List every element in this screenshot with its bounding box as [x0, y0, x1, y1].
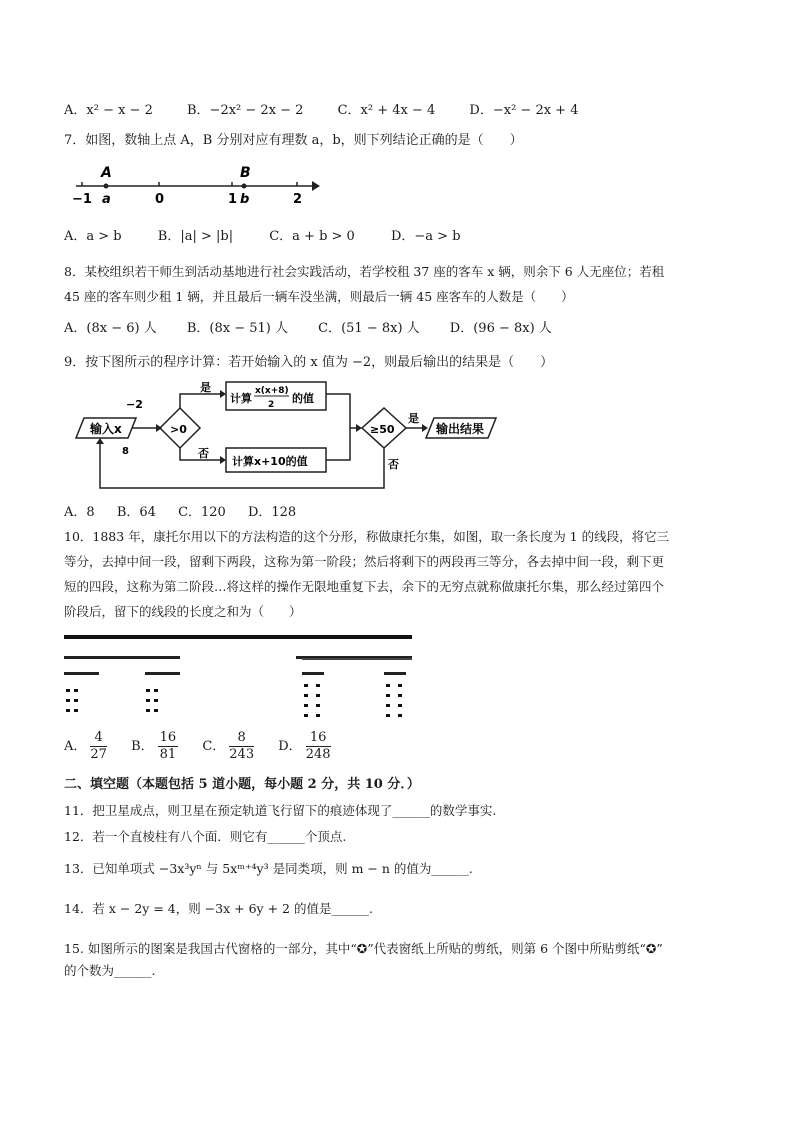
q13: 13．已知单项式 −3x³yⁿ 与 5xᵐ⁺⁴y³ 是同类项，则 m − n 的值为______. — [64, 861, 473, 876]
q7-option-c: C．a + b > 0 — [269, 229, 355, 244]
q10-option-a-num: 4 — [90, 730, 107, 747]
q10-line-1: 10．1883 年，康托尔用以下的方法构造的这个分形，称做康托尔集，如图，取一条长度为 1 的线段，将它三 — [64, 529, 670, 544]
q7-number-line — [64, 160, 324, 208]
q8-stem-1: 8．某校组织若干师生到活动基地进行社会实践活动，若学校租 37 座的客车 x 辆，则余下 6 人无座位；若租 — [64, 264, 665, 279]
calc-1-numerator: x(x+8) — [255, 386, 289, 396]
q7-stem: 7．如图，数轴上点 A，B 分别对应有理数 a，b，则下列结论正确的是（ ） — [64, 133, 523, 148]
q10-option-a-letter: A． — [64, 739, 87, 754]
cantor-left-detail — [64, 672, 180, 712]
q15-line-1: 15. 如图所示的图案是我国古代窗格的一部分，其中“✪”代表窗纸上所贴的剪纸，则第 6 个图中所贴剪纸“✪” — [64, 941, 663, 956]
point-a-label: A — [101, 165, 112, 181]
q8-option-d: D．(96 − 8x) 人 — [449, 321, 552, 336]
output-label: 输出结果 — [436, 422, 485, 436]
var-b: b — [240, 192, 250, 207]
input-label: 输入x — [90, 422, 122, 436]
calc-1-prefix: 计算 — [230, 392, 252, 405]
q10-option-c — [202, 730, 258, 763]
calc-2-label: 计算x+10的值 — [232, 455, 308, 468]
q10-option-b — [131, 730, 182, 763]
yes-label-1: 是 — [200, 381, 211, 394]
q7-option-a: A．a > b — [64, 229, 122, 244]
cantor-right-detail — [302, 658, 412, 717]
var-a: a — [102, 192, 111, 207]
q7-option-b: B．|a| > |b| — [157, 229, 234, 244]
calc-1-suffix: 的值 — [292, 392, 314, 405]
input-value: −2 — [126, 398, 143, 411]
q8-option-c: C．(51 − 8x) 人 — [318, 321, 420, 336]
q8-option-b: B．(8x − 51) 人 — [186, 321, 288, 336]
calc-1-denominator: 2 — [268, 400, 275, 410]
q7-option-d: D．−a > b — [390, 229, 461, 244]
q6-option-d: D．−x² − 2x + 4 — [469, 103, 579, 118]
q10-line-4: 阶段后，留下的线段的长度之和为（ ） — [64, 604, 302, 619]
q10-option-b-letter: B． — [131, 739, 154, 754]
tick-0: 0 — [155, 192, 165, 207]
no-label-2: 否 — [388, 458, 399, 471]
q14: 14．若 x − 2y = 4，则 −3x + 6y + 2 的值是______. — [64, 901, 373, 916]
point-b-label: B — [240, 165, 251, 181]
q9-options — [64, 504, 754, 522]
condition-1-label: >0 — [170, 423, 187, 436]
q9-flowchart — [70, 380, 520, 496]
no-label-1: 否 — [198, 447, 209, 460]
q9-option-c: C．120 — [178, 505, 226, 520]
q10-options — [64, 730, 754, 770]
q8-options — [64, 320, 754, 338]
q10-option-c-num: 8 — [229, 730, 254, 747]
q10-option-d-letter: D． — [278, 739, 302, 754]
q9-option-b: B．64 — [116, 505, 156, 520]
q7-options — [64, 228, 754, 246]
q10-option-a-den: 27 — [90, 747, 107, 762]
cantor-stage-0 — [64, 635, 412, 639]
q10-option-b-num: 16 — [159, 730, 177, 745]
q11: 11．把卫星成点，则卫星在预定轨道飞行留下的痕迹体现了______的数学事实. — [64, 803, 497, 818]
q6-option-c: C．x² + 4x − 4 — [337, 103, 436, 118]
q6-options — [64, 102, 754, 120]
q9-option-a: A．8 — [64, 505, 95, 520]
input-value-2: 8 — [122, 446, 129, 457]
tick-1: 1 — [228, 192, 238, 207]
q10-option-a — [64, 730, 111, 763]
q15-line-2: 的个数为______. — [64, 963, 156, 978]
q6-option-a: A．x² − x − 2 — [64, 103, 153, 118]
q10-option-d — [278, 730, 334, 763]
q8-option-a: A．(8x − 6) 人 — [64, 321, 157, 336]
q9-option-d: D．128 — [247, 505, 297, 520]
q10-line-2: 等分，去掉中间一段，留剩下两段，这称为第一阶段；然后将剩下的两段再三等分，各去掉中间一段，剩下更 — [64, 554, 665, 569]
q12: 12．若一个直棱柱有八个面．则它有______个顶点. — [64, 829, 347, 844]
q10-line-3: 短的四段，这称为第二阶段…将这样的操作无限地重复下去，余下的无穷点就称做康托尔集，那么经过第四个 — [64, 579, 665, 594]
cantor-set-figure — [64, 632, 414, 722]
q8-stem-2: 45 座的客车则少租 1 辆，并且最后一辆车没坐满，则最后一辆 45 座客车的人数是（ ） — [64, 289, 574, 304]
section-2-heading: 二、填空题（本题包括 5 道小题，每小题 2 分，共 10 分．） — [64, 777, 420, 792]
q9-stem: 9．按下图所示的程序计算：若开始输入的 x 值为 −2，则最后输出的结果是（ ） — [64, 355, 554, 370]
q10-option-c-letter: C． — [202, 739, 226, 754]
q10-option-d-num: 16 — [306, 730, 331, 747]
yes-label-2: 是 — [408, 412, 419, 425]
tick-neg1: −1 — [72, 192, 92, 207]
q10-option-d-den: 248 — [305, 747, 331, 762]
q6-option-b: B．−2x² − 2x − 2 — [187, 103, 304, 118]
tick-2: 2 — [293, 192, 303, 207]
q10-option-c-den: 243 — [229, 747, 255, 762]
q10-option-b-den: 81 — [159, 747, 177, 762]
condition-2-label: ≥50 — [370, 423, 395, 436]
